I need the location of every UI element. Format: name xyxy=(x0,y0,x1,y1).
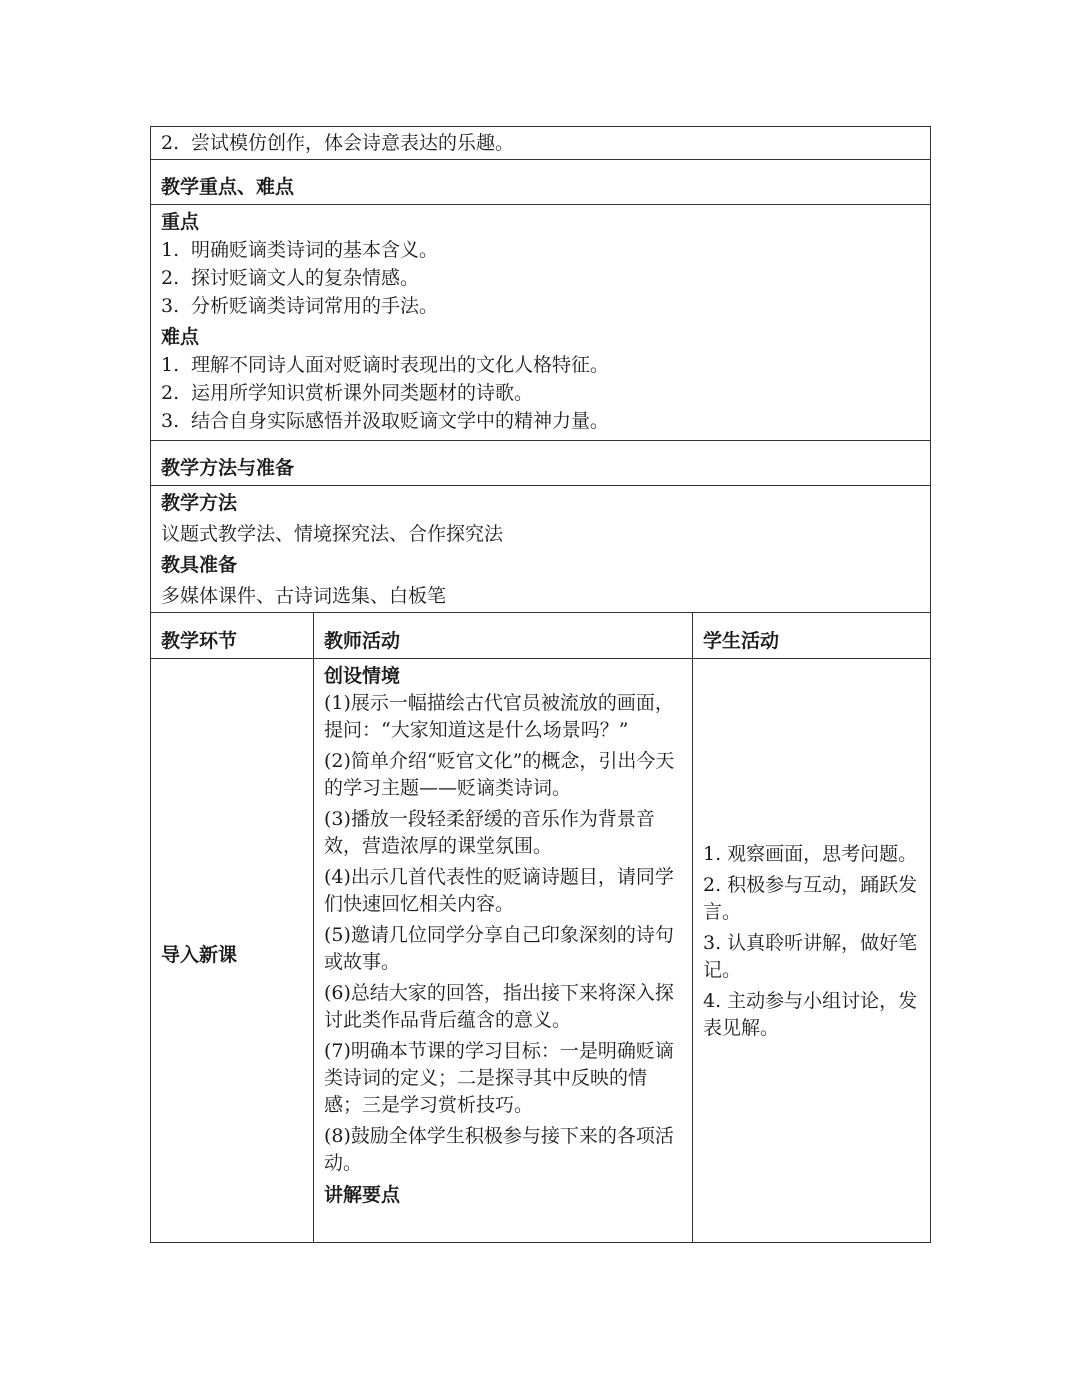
difficulty-item-1 xyxy=(161,351,920,379)
teacher-activity-item: (5)邀请几位同学分享自己印象深刻的诗句或故事。 xyxy=(324,924,674,973)
col-header-stage: 教学环节 xyxy=(161,630,238,652)
col-header-student: 学生活动 xyxy=(692,613,930,658)
focus-item-number: 1. xyxy=(161,239,180,261)
method-text: 议题式教学法、情境探究法、合作探究法 xyxy=(161,523,504,545)
methods-heading: 教学方法与准备 xyxy=(161,457,295,479)
difficulty-item-text: 理解不同诗人面对贬谪时表现出的文化人格特征。 xyxy=(191,354,610,376)
difficulty-item-number: 3. xyxy=(161,410,180,432)
goals-row xyxy=(151,127,930,159)
student-activity-item: 2. 积极参与互动，踊跃发言。 xyxy=(703,874,918,923)
teacher-activity-cell xyxy=(313,659,692,1242)
teacher-activity-item: (1)展示一幅描绘古代官员被流放的画面，提问：“大家知道这是什么场景吗？” xyxy=(324,692,674,741)
stage-label: 导入新课 xyxy=(161,943,238,966)
goal-item-2 xyxy=(161,129,920,157)
teacher-activity-item: (2)简单介绍“贬官文化”的概念，引出今天的学习主题——贬谪类诗词。 xyxy=(324,750,675,799)
col-header-teacher: 教师活动 xyxy=(313,613,692,658)
difficulty-label: 难点 xyxy=(161,326,200,348)
teacher-activity-item: (8)鼓励全体学生积极参与接下来的各项活动。 xyxy=(324,1125,674,1174)
key-points-heading: 教学重点、难点 xyxy=(161,176,295,198)
focus-item-text: 明确贬谪类诗词的基本含义。 xyxy=(191,239,439,261)
student-activity-item: 3. 认真聆听讲解，做好笔记。 xyxy=(703,932,918,981)
lesson-plan-table xyxy=(150,126,931,1243)
key-points-content xyxy=(151,204,930,440)
process-header-row xyxy=(151,612,930,658)
difficulty-item-number: 1. xyxy=(161,354,180,376)
goal-item-number: 2. xyxy=(161,132,180,154)
student-activity-item: 1. 观察画面，思考问题。 xyxy=(703,843,918,865)
student-activity-item: 4. 主动参与小组讨论，发表见解。 xyxy=(703,990,918,1039)
focus-item-text: 探讨贬谪文人的复杂情感。 xyxy=(191,267,420,289)
goal-item-text: 尝试模仿创作，体会诗意表达的乐趣。 xyxy=(191,132,515,154)
teacher-activity-item: (6)总结大家的回答，指出接下来将深入探讨此类作品背后蕴含的意义。 xyxy=(324,982,674,1031)
focus-item-2 xyxy=(161,264,920,292)
methods-content xyxy=(151,485,930,612)
student-activity-cell xyxy=(692,659,930,1242)
focus-item-number: 3. xyxy=(161,295,180,317)
focus-label: 重点 xyxy=(161,211,200,233)
lesson-plan-page xyxy=(150,126,931,1243)
focus-item-1 xyxy=(161,236,920,264)
difficulty-item-text: 运用所学知识赏析课外同类题材的诗歌。 xyxy=(191,382,534,404)
difficulty-item-number: 2. xyxy=(161,382,180,404)
stage-cell xyxy=(151,659,313,1242)
teacher-activity-next-title: 讲解要点 xyxy=(324,1184,401,1206)
process-body-row xyxy=(151,658,930,1242)
difficulty-item-3 xyxy=(161,407,920,435)
methods-heading-row xyxy=(151,440,930,485)
key-points-heading-row xyxy=(151,159,930,204)
teacher-activity-title: 创设情境 xyxy=(324,665,401,687)
difficulty-item-text: 结合自身实际感悟并汲取贬谪文学中的精神力量。 xyxy=(191,410,610,432)
difficulty-item-2 xyxy=(161,379,920,407)
focus-item-number: 2. xyxy=(161,267,180,289)
teacher-activity-item: (7)明确本节课的学习目标：一是明确贬谪类诗词的定义；二是探寻其中反映的情感；三是学习赏析技巧。 xyxy=(324,1040,674,1116)
focus-item-3 xyxy=(161,292,920,320)
method-label: 教学方法 xyxy=(161,492,238,514)
teacher-activity-item: (4)出示几首代表性的贬谪诗题目，请同学们快速回忆相关内容。 xyxy=(324,866,674,915)
focus-item-text: 分析贬谪类诗词常用的手法。 xyxy=(191,295,439,317)
tools-label: 教具准备 xyxy=(161,554,238,576)
teacher-activity-item: (3)播放一段轻柔舒缓的音乐作为背景音效，营造浓厚的课堂氛围。 xyxy=(324,808,655,857)
tools-text: 多媒体课件、古诗词选集、白板笔 xyxy=(161,585,447,607)
